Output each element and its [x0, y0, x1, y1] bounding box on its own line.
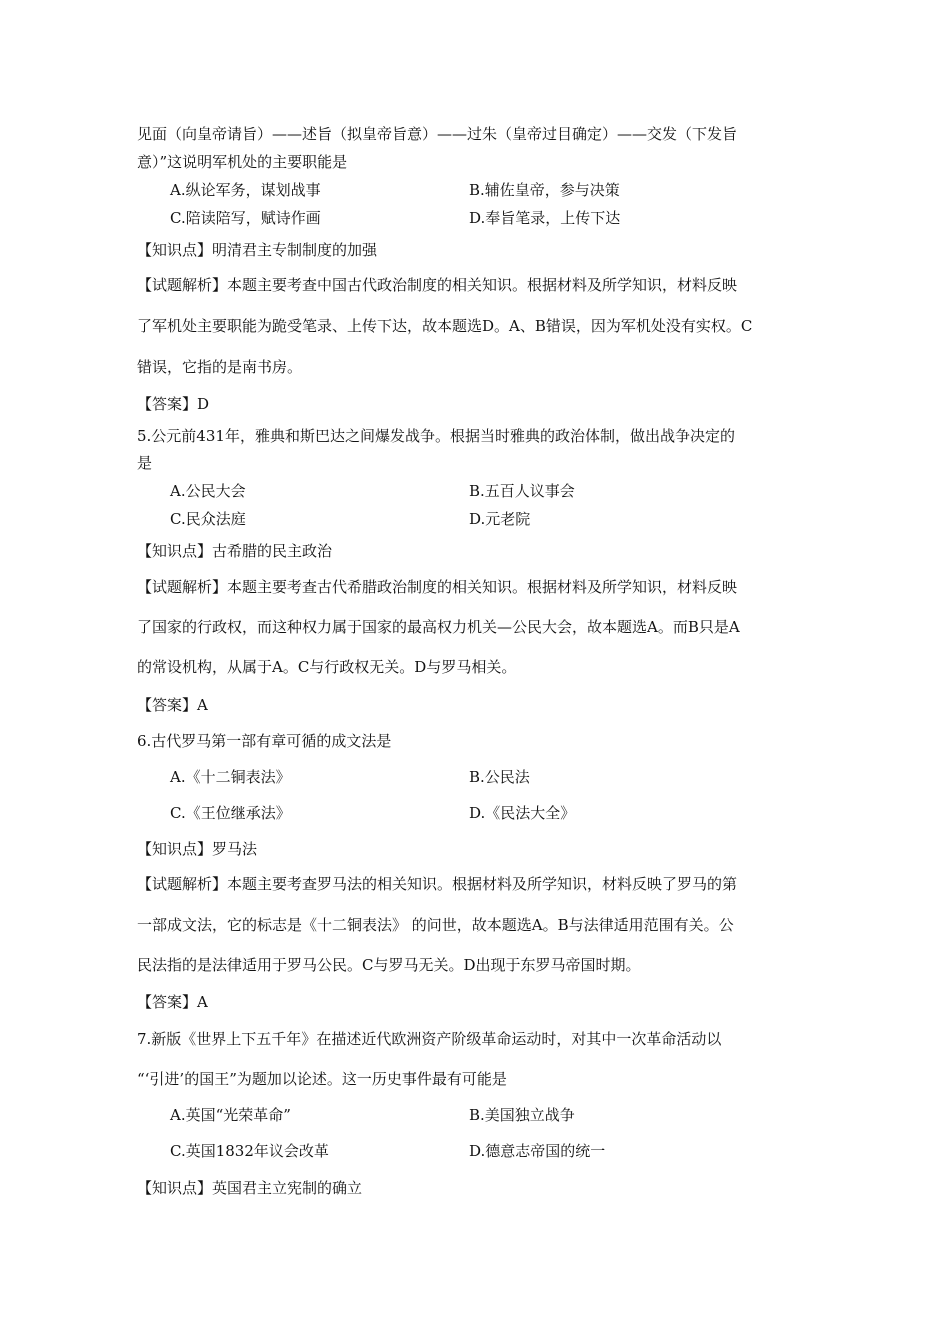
question-6-answer: 【答案】A	[137, 993, 208, 1011]
question-7-knowledge-point: 【知识点】英国君主立宪制的确立	[137, 1179, 363, 1197]
question-4-analysis-line-1: 【试题解析】本题主要考查中国古代政治制度的相关知识。根据材料及所学知识，材料反映	[137, 276, 738, 294]
question-4-option-a: A.纵论军务，谋划战事	[170, 181, 321, 199]
question-6-analysis-line-1: 【试题解析】本题主要考查罗马法的相关知识。根据材料及所学知识，材料反映了罗马的第	[137, 875, 738, 893]
question-5-answer: 【答案】A	[137, 696, 208, 714]
question-4-option-d: D.奉旨笔录，上传下达	[469, 209, 621, 227]
question-5-option-b: B.五百人议事会	[469, 482, 575, 500]
question-5-stem-line-1: 5.公元前431年，雅典和斯巴达之间爆发战争。根据当时雅典的政治体制，做出战争决定的	[137, 427, 735, 445]
question-5-knowledge-point: 【知识点】古希腊的民主政治	[137, 542, 333, 560]
question-6-option-d: D.《民法大全》	[469, 804, 576, 822]
question-7-option-b: B.美国独立战争	[469, 1106, 575, 1124]
question-4-stem-line-1: 见面（向皇帝请旨）——述旨（拟皇帝旨意）——过朱（皇帝过目确定）——交发（下发旨	[137, 125, 738, 143]
question-6-option-c: C.《王位继承法》	[170, 804, 291, 822]
question-4-option-b: B.辅佐皇帝，参与决策	[469, 181, 620, 199]
question-7-option-c: C.英国1832年议会改革	[170, 1142, 329, 1160]
question-4-answer: 【答案】D	[137, 395, 210, 413]
question-7-stem-line-2: “‘引进’的国王”为题加以论述。这一历史事件最有可能是	[137, 1070, 507, 1088]
question-7-stem-line-1: 7.新版《世界上下五千年》在描述近代欧洲资产阶级革命运动时，对其中一次革命活动以	[137, 1030, 722, 1048]
question-6-option-a: A.《十二铜表法》	[170, 768, 291, 786]
question-7-option-d: D.德意志帝国的统一	[469, 1142, 606, 1160]
question-6-knowledge-point: 【知识点】罗马法	[137, 840, 258, 858]
question-5-option-d: D.元老院	[469, 510, 531, 528]
question-6-stem: 6.古代罗马第一部有章可循的成文法是	[137, 732, 392, 750]
question-5-analysis-line-3: 的常设机构，从属于A。C与行政权无关。D与罗马相关。	[137, 658, 517, 676]
question-6-analysis-line-3: 民法指的是法律适用于罗马公民。C与罗马无关。D出现于东罗马帝国时期。	[137, 956, 641, 974]
question-6-option-b: B.公民法	[469, 768, 530, 786]
question-7-option-a: A.英国“光荣革命”	[170, 1106, 291, 1124]
question-4-analysis-line-3: 错误，它指的是南书房。	[137, 358, 303, 376]
question-4-knowledge-point: 【知识点】明清君主专制制度的加强	[137, 241, 378, 259]
question-5-stem-line-2: 是	[137, 454, 153, 472]
question-4-option-c: C.陪读陪写，赋诗作画	[170, 209, 321, 227]
question-5-option-a: A.公民大会	[170, 482, 246, 500]
question-4-stem-line-2: 意）”这说明军机处的主要职能是	[137, 153, 348, 171]
question-4-analysis-line-2: 了军机处主要职能为跪受笔录、上传下达，故本题选D。A、B错误，因为军机处没有实权。C	[137, 317, 753, 335]
question-5-analysis-line-1: 【试题解析】本题主要考查古代希腊政治制度的相关知识。根据材料及所学知识，材料反映	[137, 578, 738, 596]
question-5-option-c: C.民众法庭	[170, 510, 246, 528]
question-6-analysis-line-2: 一部成文法，它的标志是《十二铜表法》 的问世，故本题选A。B与法律适用范围有关。公	[137, 916, 734, 934]
question-5-analysis-line-2: 了国家的行政权，而这种权力属于国家的最高权力机关—公民大会，故本题选A。而B只是A	[137, 618, 740, 636]
